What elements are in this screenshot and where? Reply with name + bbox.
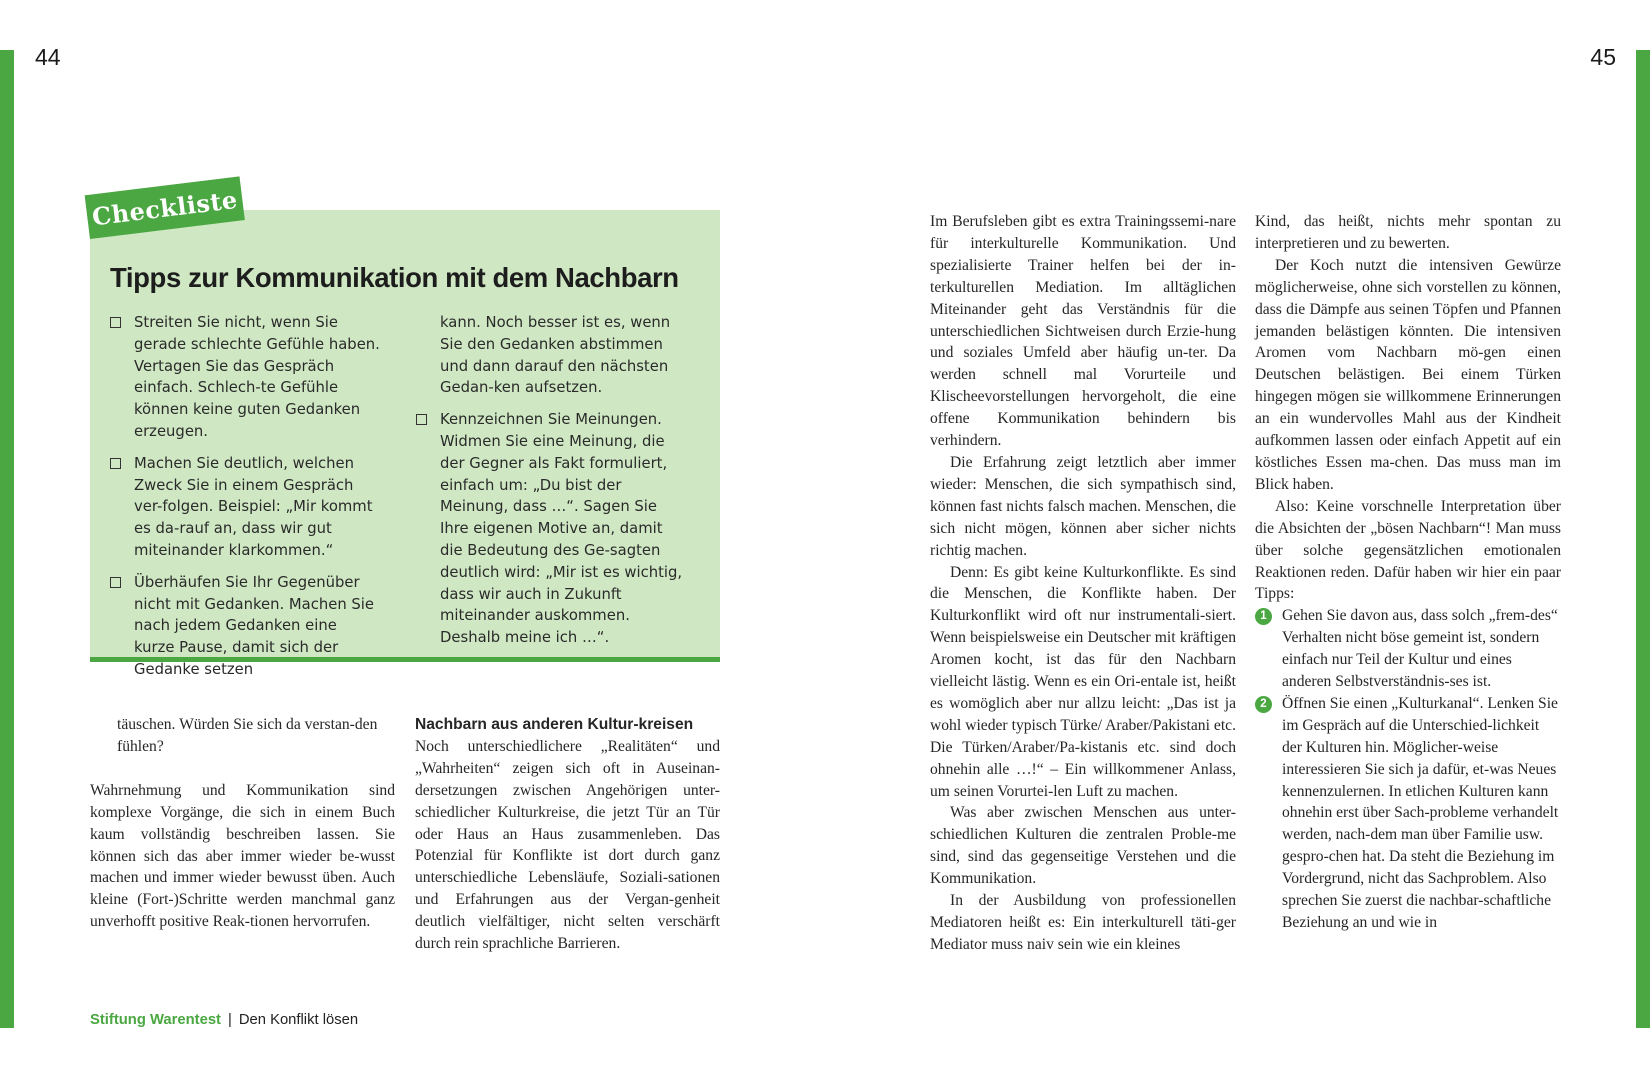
left-edge-bar [0,50,14,1028]
body-paragraph: Wahrnehmung und Kommunikation sind komplexe Vorgänge, die sich in einem Buch kaum vollständig beschreiben lassen. Sie können sich das aber immer wieder be-wusst machen und immer wieder bewusst üben. Auch kleine (Fort-)Schritte werden manchmal ganz unverhofft positive Reak-tionen hervorrufen. [90,781,395,931]
checklist-item-text: Machen Sie deutlich, welchen Zweck Sie in einem Gespräch ver-folgen. Beispiel: „Mir kommt es da-rauf an, dass wir gut miteinander klarkommen.“ [134,454,373,559]
numbered-tip [1255,605,1561,693]
body-paragraph: Der Koch nutzt die intensiven Gewürze möglicherweise, ohne sich vorstellen zu können, dass die Dämpfe aus seinen Töpfen und Pfannen jemanden belästigen könnten. Die intensiven Aromen vom Nachbarn mö-gen einen Deutschen belästigen. Bei einem Türken hingegen mögen sie willkommene Erinnerungen an ein wundervolles Mahl aus der Kindheit aufkommen lassen oder einfach Appetit auf ein köstliches Essen ma-chen. Das muss man im Blick haben. [1255,256,1561,493]
checklist-title: Tipps zur Kommunikation mit dem Nachbarn [110,262,679,293]
checklist-column-2 [416,312,686,659]
left-column-1 [90,714,395,933]
page-footer [90,1012,358,1028]
checkbox-icon[interactable] [110,317,121,328]
page-number-right: 45 [1590,44,1616,70]
body-paragraph: Denn: Es gibt keine Kulturkonflikte. Es sind die Menschen, die Konflikte haben. Der Kulturkonflikt wird oft nur instrumentali-siert. Wenn beispielsweise ein Deutscher mit kräftigen Aromen kocht, ist das für den Nachbarn vielleicht lästig. Wenn es ein Ori-entale ist, heißt es womöglich aber nur allzu leicht: „Das ist ja wohl wieder typisch Türke/ Araber/Pakistani etc. Die Türken/Araber/Pa-kistanis etc. sind doch ohnehin alle …!“ – Ein willkommener Anlass, um seinen Vorurtei-len Luft zu machen. [930,563,1236,800]
body-paragraph: Also: Keine vorschnelle Interpretation über die Absichten der „bösen Nachbarn“! Man muss über solche gegensätzlichen emotionalen Reaktionen reden. Dafür haben wir hier ein paar Tipps: [1255,497,1561,603]
checklist-item [110,572,380,681]
body-paragraph: Was aber zwischen Menschen aus unter-schiedlichen Kulturen die zentralen Proble-me sind, sind das gegenseitige Verstehen und die Kommunikation. [930,804,1236,888]
footer-separator: | [227,1012,232,1028]
checkbox-icon[interactable] [110,577,121,588]
checklist-item [110,312,380,443]
body-paragraph: Kind, das heißt, nichts mehr spontan zu interpretieren und zu bewerten. [1255,213,1561,252]
page-number-left: 44 [35,44,61,70]
right-column-2 [1255,211,1561,934]
body-paragraph: Die Erfahrung zeigt letztlich aber immer wieder: Menschen, die sich sympathisch sind, können fast nichts falsch machen. Menschen, die sich nicht mögen, können aber sicher nichts richtig machen. [930,453,1236,559]
checkbox-icon[interactable] [110,458,121,469]
right-edge-bar [1636,50,1650,1028]
checkbox-icon[interactable] [416,414,427,425]
body-paragraph: In der Ausbildung von professionellen Mediatoren heißt es: Ein interkulturell täti-ger Mediator muss naiv sein wie ein kleines [930,892,1236,953]
checklist-item-text: Überhäufen Sie Ihr Gegenüber nicht mit Gedanken. Machen Sie nach jedem Gedanken eine kurze Pause, damit sich der Gedanke setzen [134,573,375,678]
numbered-tip [1255,693,1561,934]
checklist-item-text: Kennzeichnen Sie Meinungen. Widmen Sie eine Meinung, die der Gegner als Fakt formuliert, einfach um: „Du bist der Meinung, dass …“. Sagen Sie Ihre eigenen Motive an, damit die Bedeutung des Ge-sagten deutlich wird: „Mir ist es wichtig, dass wir auch in Zukunft miteinander auskommen. Deshalb meine ich …“. [440,411,683,647]
footer-section: Den Konflikt lösen [238,1012,359,1028]
right-column-1 [930,211,1236,956]
checklist-badge-label: Checkliste [90,184,240,231]
checklist-item-continuation: kann. Noch besser ist es, wenn Sie den Gedanken abstimmen und dann darauf den nächsten Gedan-ken aufsetzen. [440,314,671,397]
number-circle-icon: 2 [1255,696,1272,713]
footer-brand: Stiftung Warentest [90,1012,221,1028]
checklist-item [110,453,380,562]
checklist-column-1 [110,312,380,691]
quote-continuation: täuschen. Würden Sie sich da verstan-den fühlen? [117,716,378,755]
tip-text: Gehen Sie davon aus, dass solch „frem-des“ Verhalten nicht böse gemeint ist, sondern einfach nur Teil der Kultur und eines anderen Selbstverständnis-ses ist. [1282,607,1558,691]
checklist-item-text: Streiten Sie nicht, wenn Sie gerade schlechte Gefühle haben. Vertagen Sie das Gespräch einfach. Schlech-te Gefühle können keine guten Gedanken erzeugen. [134,314,380,440]
section-heading: Nachbarn aus anderen Kultur-kreisen [415,716,694,733]
number-circle-icon: 1 [1255,608,1272,625]
left-column-2 [415,714,720,955]
body-paragraph: Im Berufsleben gibt es extra Trainingssemi-nare für interkulturelle Kommunikation. Und spezialisierte Trainer helfen bei der in-terkulturellen Mediation. Im alltäglichen Miteinander geht das Verständnis für die unterschiedlichen Sichtweisen durch Erzie-hung und soziales Umfeld aber häufig un-ter. Da werden schnell mal Vorurteile und Klischeevorstellungen hervorgeholt, die eine offene Kommunikation behindern bis verhindern. [930,213,1236,450]
body-paragraph: Noch unterschiedlichere „Realitäten“ und „Wahrheiten“ zeigen sich oft in Auseinan-dersetzungen zwischen Angehörigen unter-schiedlicher Kulturkreise, die jetzt Tür an Tür oder Haus an Haus zusammenleben. Das Potenzial für Konflikte ist dort durch ganz unterschiedliche Lebensläufe, Soziali-sationen und Erfahrungen aus der Vergan-genheit deutlich vielfältiger, nicht selten verschärft durch rein sprachliche Barrieren. [415,737,720,953]
checklist-item [416,409,686,649]
tip-text: Öffnen Sie einen „Kulturkanal“. Lenken Sie im Gespräch auf die Unterschied-lichkeit der Kulturen hin. Möglicher-weise interessieren Sie sich ja dafür, et-was Neues kennenzulernen. In etlichen Kulturen kann ohnehin erst über Sach-probleme verhandelt werden, nach-dem man über Familie usw. gespro-chen hat. Da steht die Beziehung im Vordergrund, nicht das Sachproblem. Also sprechen Sie zuerst die nachbar-schaftliche Beziehung an und wie in [1282,694,1559,931]
